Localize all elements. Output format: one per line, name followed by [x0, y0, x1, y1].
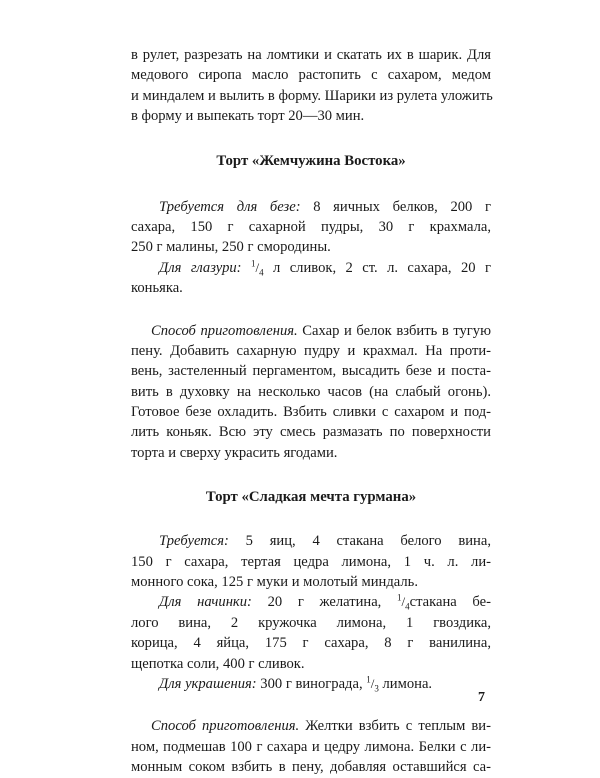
text-line: в форму и выпекать торт 20—30 мин. [131, 108, 365, 125]
ingredients-line: сахара, 150 г сахарной пудры, 30 г крахмала, [131, 218, 491, 235]
glaze-line: Для глазури: $^1/_4$ л сливок, 2 ст. л. сахара, 20 г [159, 258, 491, 278]
filling-line: лого вина, 2 кружочка лимона, 1 гвоздика, [131, 614, 491, 631]
ingredients-line: Требуется для безе: 8 яичных белков, 200 г [159, 198, 491, 215]
filling-label: Для начинки: [159, 594, 252, 611]
fraction: $^1/_3$ [366, 674, 379, 694]
filling-line: щепотка соли, 400 г сливок. [131, 655, 305, 672]
decor-label: Для украшения: [159, 675, 257, 692]
text-line: медового сиропа масло растопить с сахаром, медом [131, 67, 491, 84]
ingredients-line: монного сока, 125 г муки и молотый миндаль. [131, 574, 418, 591]
ingredients-label: Требуется для безе: [159, 198, 301, 215]
text-line: и миндалем и вылить в форму. Шарики из рулета уложить [131, 87, 493, 104]
method-label: Способ приготовления. [151, 718, 300, 735]
recipe-title: Торт «Сладкая мечта гурмана» [205, 489, 417, 506]
fraction: $^1/_4$ [397, 593, 410, 613]
method-line: лить коньяк. Всю эту смесь размазать по поверхности [131, 424, 491, 441]
filling-line: корица, 4 яйца, 175 г сахара, 8 г ванилина, [131, 635, 491, 652]
method-line: Способ приготовления. Желтки взбить с теплым ви- [151, 718, 491, 735]
method-line: монным соком взбить в пену, добавляя оставшийся са- [131, 759, 491, 776]
page-body [131, 45, 491, 778]
method-label: Способ приготовления. [151, 322, 298, 339]
decor-line: Для украшения: 300 г винограда, $^1/_3$ лимона. [159, 674, 433, 694]
method-line: вить в духовку на несколько часов (на слабый огонь). [131, 383, 491, 400]
page-number: 7 [478, 690, 485, 705]
filling-line: Для начинки: 20 г желатина, $^1/_4стакана$ бе- [159, 593, 491, 613]
method-line: пену. Добавить сахарную пудру и крахмал. На проти- [131, 342, 491, 359]
ingredients-line: 250 г малины, 250 г смородины. [131, 239, 331, 256]
ingredients-line: 150 г сахара, тертая цедра лимона, 1 ч. л. ли- [131, 553, 491, 570]
fraction: $^1/_4$ [250, 258, 264, 278]
glaze-label: Для глазури: [159, 259, 242, 276]
text-line: в рулет, разрезать на ломтики и скатать их в шарик. Для [131, 47, 491, 63]
method-line: Способ приготовления. Сахар и белок взбить в тугую [151, 322, 491, 339]
recipe-title: Торт «Жемчужина Востока» [216, 152, 406, 169]
ingredients-line: Требуется: 5 яиц, 4 стакана белого вина, [159, 533, 491, 550]
method-line: вень, застеленный пергаментом, высадить безе и поста- [131, 363, 491, 380]
glaze-line: коньяка. [131, 280, 183, 297]
method-line: торта и сверху украсить ягодами. [131, 444, 338, 461]
ingredients-label: Требуется: [159, 533, 229, 550]
method-line: ном, подмешав 100 г сахара и цедру лимона. Белки с ли- [131, 738, 491, 755]
method-line: Готовое безе охладить. Взбить сливки с сахаром и под- [131, 404, 491, 421]
